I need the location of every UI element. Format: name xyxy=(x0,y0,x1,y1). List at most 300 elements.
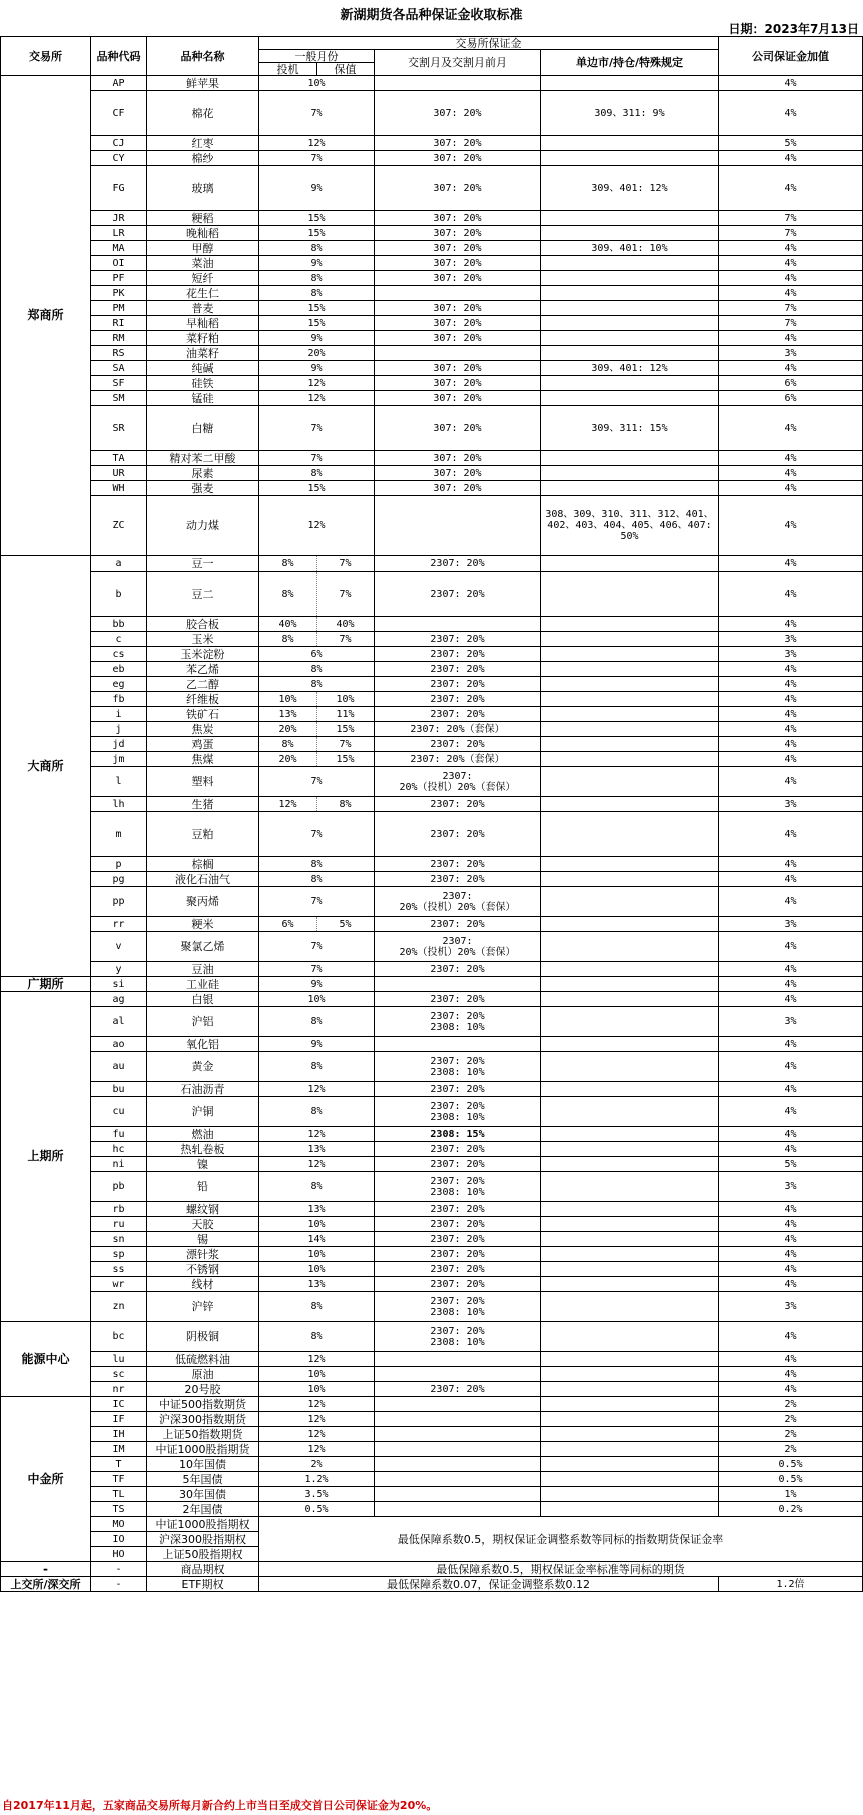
company-add-cell: 4% xyxy=(719,496,863,556)
name-cell: 液化石油气 xyxy=(147,872,259,887)
general-margin-cell: 7% xyxy=(259,887,375,917)
general-margin-cell: 7% xyxy=(259,932,375,962)
code-cell: RI xyxy=(91,316,147,331)
name-cell: 生猪 xyxy=(147,797,259,812)
table-row xyxy=(1,391,863,406)
name-cell: 粳稻 xyxy=(147,211,259,226)
delivery-margin-cell xyxy=(375,1412,541,1427)
special-rule-cell xyxy=(541,977,719,992)
company-add-cell: 7% xyxy=(719,301,863,316)
header-unilateral: 单边市/持仓/特殊规定 xyxy=(541,50,719,76)
code-cell: ru xyxy=(91,1217,147,1232)
special-rule-cell xyxy=(541,1172,719,1202)
delivery-margin-cell: 2307: 20%（套保） xyxy=(375,722,541,737)
general-margin-cell: 15% xyxy=(259,211,375,226)
company-add-cell: 4% xyxy=(719,707,863,722)
table-row xyxy=(1,1037,863,1052)
name-cell: 精对苯二甲酸 xyxy=(147,451,259,466)
name-cell: 10年国债 xyxy=(147,1457,259,1472)
code-cell: PM xyxy=(91,301,147,316)
general-margin-cell: 8% xyxy=(259,662,375,677)
company-add-cell: 4% xyxy=(719,992,863,1007)
table-row xyxy=(1,1442,863,1457)
code-cell: CF xyxy=(91,91,147,136)
company-add-cell: 2% xyxy=(719,1412,863,1427)
hedge-margin-cell: 7% xyxy=(317,572,375,617)
name-cell: 聚丙烯 xyxy=(147,887,259,917)
code-cell: IF xyxy=(91,1412,147,1427)
delivery-margin-cell: 2307: 20% xyxy=(375,1232,541,1247)
code-cell: CJ xyxy=(91,136,147,151)
company-add-cell: 4% xyxy=(719,331,863,346)
speculation-margin-cell: 13% xyxy=(259,707,317,722)
company-add-cell: 4% xyxy=(719,76,863,91)
general-margin-cell: 15% xyxy=(259,226,375,241)
table-row xyxy=(1,632,863,647)
table-row xyxy=(1,466,863,481)
delivery-margin-cell xyxy=(375,977,541,992)
hedge-margin-cell: 15% xyxy=(317,752,375,767)
code-cell: rb xyxy=(91,1202,147,1217)
general-margin-cell: 12% xyxy=(259,1352,375,1367)
table-row xyxy=(1,1382,863,1397)
code-cell: - xyxy=(91,1562,147,1577)
general-margin-cell: 10% xyxy=(259,1262,375,1277)
table-row xyxy=(1,1457,863,1472)
table-row xyxy=(1,707,863,722)
table-row xyxy=(1,496,863,556)
company-add-cell: 2% xyxy=(719,1442,863,1457)
code-cell: SM xyxy=(91,391,147,406)
table-row xyxy=(1,1577,863,1592)
table-row xyxy=(1,992,863,1007)
special-rule-cell xyxy=(541,451,719,466)
special-rule-cell xyxy=(541,151,719,166)
table-row xyxy=(1,166,863,211)
special-rule-cell xyxy=(541,1367,719,1382)
code-cell: bu xyxy=(91,1082,147,1097)
company-add-cell: 4% xyxy=(719,286,863,301)
table-row xyxy=(1,857,863,872)
special-rule-cell xyxy=(541,211,719,226)
delivery-margin-cell: 2307: 20% 2308: 10% xyxy=(375,1322,541,1352)
special-rule-cell xyxy=(541,1292,719,1322)
code-cell: CY xyxy=(91,151,147,166)
special-rule-cell xyxy=(541,992,719,1007)
special-rule-cell xyxy=(541,1262,719,1277)
delivery-margin-cell: 2307: 20% xyxy=(375,556,541,572)
hedge-margin-cell: 40% xyxy=(317,617,375,632)
code-cell: sp xyxy=(91,1247,147,1262)
general-margin-cell: 13% xyxy=(259,1142,375,1157)
name-cell: 沪铜 xyxy=(147,1097,259,1127)
name-cell: 花生仁 xyxy=(147,286,259,301)
table-row xyxy=(1,1127,863,1142)
general-margin-cell: 7% xyxy=(259,812,375,857)
company-add-cell: 4% xyxy=(719,556,863,572)
name-cell: 上证50指数期货 xyxy=(147,1427,259,1442)
delivery-margin-cell: 2307: 20% 2308: 10% xyxy=(375,1097,541,1127)
code-cell: v xyxy=(91,932,147,962)
code-cell: SF xyxy=(91,376,147,391)
special-rule-cell xyxy=(541,797,719,812)
general-margin-cell: 7% xyxy=(259,91,375,136)
special-rule-cell xyxy=(541,271,719,286)
delivery-margin-cell: 307: 20% xyxy=(375,466,541,481)
code-cell: pg xyxy=(91,872,147,887)
general-margin-cell: 8% xyxy=(259,466,375,481)
general-margin-cell: 9% xyxy=(259,361,375,376)
company-add-cell: 4% xyxy=(719,481,863,496)
company-add-cell: 4% xyxy=(719,1382,863,1397)
name-cell: 螺纹钢 xyxy=(147,1202,259,1217)
delivery-margin-cell xyxy=(375,1352,541,1367)
general-margin-cell: 12% xyxy=(259,1157,375,1172)
name-cell: 石油沥青 xyxy=(147,1082,259,1097)
name-cell: 白银 xyxy=(147,992,259,1007)
name-cell: 黄金 xyxy=(147,1052,259,1082)
special-rule-cell: 309、401: 12% xyxy=(541,166,719,211)
header-name: 品种名称 xyxy=(147,37,259,76)
company-add-cell: 4% xyxy=(719,677,863,692)
name-cell: 阴极铜 xyxy=(147,1322,259,1352)
code-cell: p xyxy=(91,857,147,872)
name-cell: 聚氯乙烯 xyxy=(147,932,259,962)
name-cell: 油菜籽 xyxy=(147,346,259,361)
general-margin-cell: 8% xyxy=(259,1172,375,1202)
general-margin-cell: 10% xyxy=(259,1247,375,1262)
code-cell: fb xyxy=(91,692,147,707)
special-rule-cell xyxy=(541,1202,719,1217)
company-add-cell: 4% xyxy=(719,977,863,992)
code-cell: i xyxy=(91,707,147,722)
company-add-cell: 4% xyxy=(719,617,863,632)
header-code: 品种代码 xyxy=(91,37,147,76)
special-rule-cell xyxy=(541,917,719,932)
company-add-cell: 4% xyxy=(719,241,863,256)
code-cell: sn xyxy=(91,1232,147,1247)
delivery-margin-cell: 2307: 20% xyxy=(375,1262,541,1277)
table-row xyxy=(1,752,863,767)
code-cell: pb xyxy=(91,1172,147,1202)
name-cell: 玉米 xyxy=(147,632,259,647)
code-cell: a xyxy=(91,556,147,572)
company-add-cell: 3% xyxy=(719,1292,863,1322)
special-rule-cell: 308、309、310、311、312、401、402、403、404、405、406、407: 50% xyxy=(541,496,719,556)
special-rule-cell xyxy=(541,286,719,301)
general-margin-cell: 8% xyxy=(259,677,375,692)
code-cell: T xyxy=(91,1457,147,1472)
company-add-cell: 4% xyxy=(719,151,863,166)
delivery-margin-cell: 2307: 20% xyxy=(375,962,541,977)
delivery-margin-cell: 2307: 20% xyxy=(375,1217,541,1232)
delivery-margin-cell xyxy=(375,76,541,91)
company-add-cell: 4% xyxy=(719,1367,863,1382)
table-row xyxy=(1,887,863,917)
speculation-margin-cell: 20% xyxy=(259,722,317,737)
special-rule-cell xyxy=(541,376,719,391)
table-row xyxy=(1,962,863,977)
code-cell: zn xyxy=(91,1292,147,1322)
code-cell: j xyxy=(91,722,147,737)
general-margin-cell: 10% xyxy=(259,992,375,1007)
name-cell: 沪深300指数期货 xyxy=(147,1412,259,1427)
company-add-cell: 4% xyxy=(719,1097,863,1127)
table-row xyxy=(1,286,863,301)
table-row xyxy=(1,1562,863,1577)
name-cell: 白糖 xyxy=(147,406,259,451)
code-cell: TL xyxy=(91,1487,147,1502)
name-cell: 2年国债 xyxy=(147,1502,259,1517)
table-row xyxy=(1,76,863,91)
general-margin-cell: 13% xyxy=(259,1202,375,1217)
company-add-cell: 7% xyxy=(719,211,863,226)
delivery-margin-cell xyxy=(375,1457,541,1472)
table-row xyxy=(1,481,863,496)
code-cell: IO xyxy=(91,1532,147,1547)
company-add-cell: 4% xyxy=(719,91,863,136)
delivery-margin-cell: 2307: 20%（投机）20%（套保） xyxy=(375,767,541,797)
company-add-cell: 1% xyxy=(719,1487,863,1502)
name-cell: 强麦 xyxy=(147,481,259,496)
special-rule-cell xyxy=(541,1487,719,1502)
code-cell: jd xyxy=(91,737,147,752)
table-row xyxy=(1,797,863,812)
special-rule-cell xyxy=(541,1352,719,1367)
general-margin-cell: 7% xyxy=(259,451,375,466)
special-rule-cell xyxy=(541,1322,719,1352)
name-cell: 早籼稻 xyxy=(147,316,259,331)
special-rule-cell xyxy=(541,962,719,977)
special-rule-cell xyxy=(541,136,719,151)
exchange-cell-zce: 郑商所 xyxy=(1,76,91,556)
table-row xyxy=(1,1202,863,1217)
header-company-add: 公司保证金加值 xyxy=(719,37,863,76)
code-cell: lh xyxy=(91,797,147,812)
special-rule-cell xyxy=(541,1052,719,1082)
company-add-cell: 4% xyxy=(719,166,863,211)
hedge-margin-cell: 5% xyxy=(317,917,375,932)
table-row xyxy=(1,556,863,572)
general-margin-cell: 12% xyxy=(259,136,375,151)
company-add-cell: 4% xyxy=(719,256,863,271)
code-cell: SA xyxy=(91,361,147,376)
header-exchange-margin: 交易所保证金 xyxy=(259,37,719,50)
name-cell: 中证1000股指期权 xyxy=(147,1517,259,1532)
table-row xyxy=(1,1367,863,1382)
header-general-month: 一般月份 xyxy=(259,50,375,63)
general-margin-cell: 10% xyxy=(259,1382,375,1397)
company-add-cell: 4% xyxy=(719,932,863,962)
company-add-cell: 4% xyxy=(719,451,863,466)
code-cell: hc xyxy=(91,1142,147,1157)
delivery-margin-cell: 307: 20% xyxy=(375,226,541,241)
table-row xyxy=(1,1157,863,1172)
table-row xyxy=(1,722,863,737)
company-add-cell: 0.2% xyxy=(719,1502,863,1517)
company-add-cell: 4% xyxy=(719,722,863,737)
etf-option-note: 最低保障系数0.07，保证金调整系数0.12 xyxy=(259,1577,719,1592)
name-cell: 焦煤 xyxy=(147,752,259,767)
delivery-margin-cell: 307: 20% xyxy=(375,151,541,166)
code-cell: TA xyxy=(91,451,147,466)
company-add-cell: 3% xyxy=(719,632,863,647)
company-add-cell: 4% xyxy=(719,752,863,767)
special-rule-cell xyxy=(541,466,719,481)
code-cell: AP xyxy=(91,76,147,91)
company-add-cell: 7% xyxy=(719,226,863,241)
delivery-margin-cell: 2307: 20% xyxy=(375,707,541,722)
table-row xyxy=(1,376,863,391)
delivery-margin-cell xyxy=(375,1442,541,1457)
code-cell: eb xyxy=(91,662,147,677)
table-row xyxy=(1,1397,863,1412)
code-cell: b xyxy=(91,572,147,617)
name-cell: 甲醇 xyxy=(147,241,259,256)
name-cell: 塑料 xyxy=(147,767,259,797)
speculation-margin-cell: 20% xyxy=(259,752,317,767)
name-cell: 焦炭 xyxy=(147,722,259,737)
company-add-cell: 4% xyxy=(719,361,863,376)
name-cell: 菜油 xyxy=(147,256,259,271)
delivery-margin-cell: 307: 20% xyxy=(375,331,541,346)
table-row xyxy=(1,977,863,992)
table-row xyxy=(1,1082,863,1097)
code-cell: nr xyxy=(91,1382,147,1397)
table-row xyxy=(1,1007,863,1037)
code-cell: TS xyxy=(91,1502,147,1517)
name-cell: ETF期权 xyxy=(147,1577,259,1592)
general-margin-cell: 8% xyxy=(259,271,375,286)
delivery-margin-cell xyxy=(375,1502,541,1517)
general-margin-cell: 12% xyxy=(259,1412,375,1427)
special-rule-cell xyxy=(541,1442,719,1457)
special-rule-cell xyxy=(541,1082,719,1097)
name-cell: 棉纱 xyxy=(147,151,259,166)
special-rule-cell xyxy=(541,767,719,797)
general-margin-cell: 12% xyxy=(259,1427,375,1442)
table-row xyxy=(1,316,863,331)
special-rule-cell xyxy=(541,331,719,346)
table-row xyxy=(1,647,863,662)
name-cell: 原油 xyxy=(147,1367,259,1382)
name-cell: 晚籼稻 xyxy=(147,226,259,241)
general-margin-cell: 2% xyxy=(259,1457,375,1472)
table-row xyxy=(1,1352,863,1367)
general-margin-cell: 7% xyxy=(259,151,375,166)
general-margin-cell: 6% xyxy=(259,647,375,662)
special-rule-cell xyxy=(541,707,719,722)
name-cell: 胶合板 xyxy=(147,617,259,632)
exchange-cell-shfe: 上期所 xyxy=(1,992,91,1322)
delivery-margin-cell: 307: 20% xyxy=(375,451,541,466)
special-rule-cell xyxy=(541,301,719,316)
company-add-cell: 4% xyxy=(719,1217,863,1232)
table-row xyxy=(1,1262,863,1277)
general-margin-cell: 13% xyxy=(259,1277,375,1292)
delivery-margin-cell xyxy=(375,1472,541,1487)
general-margin-cell: 12% xyxy=(259,1442,375,1457)
code-cell: IC xyxy=(91,1397,147,1412)
date-label: 日期：2023年7月13日 xyxy=(728,22,859,36)
special-rule-cell xyxy=(541,572,719,617)
special-rule-cell xyxy=(541,76,719,91)
name-cell: 红枣 xyxy=(147,136,259,151)
special-rule-cell xyxy=(541,1382,719,1397)
exchange-cell-ine: 能源中心 xyxy=(1,1322,91,1397)
delivery-margin-cell: 2307: 20% xyxy=(375,1202,541,1217)
name-cell: 玻璃 xyxy=(147,166,259,211)
exchange-cell-sse: 上交所/深交所 xyxy=(1,1577,91,1592)
special-rule-cell xyxy=(541,316,719,331)
name-cell: 铅 xyxy=(147,1172,259,1202)
special-rule-cell xyxy=(541,887,719,917)
special-rule-cell xyxy=(541,812,719,857)
delivery-margin-cell xyxy=(375,346,541,361)
name-cell: 中证500指数期货 xyxy=(147,1397,259,1412)
table-row xyxy=(1,406,863,451)
name-cell: 豆油 xyxy=(147,962,259,977)
code-cell: ag xyxy=(91,992,147,1007)
special-rule-cell xyxy=(541,677,719,692)
special-rule-cell xyxy=(541,647,719,662)
name-cell: 沪深300股指期权 xyxy=(147,1532,259,1547)
code-cell: au xyxy=(91,1052,147,1082)
code-cell: ZC xyxy=(91,496,147,556)
table-row xyxy=(1,451,863,466)
delivery-margin-cell: 2307: 20% xyxy=(375,812,541,857)
company-add-cell: 4% xyxy=(719,1202,863,1217)
company-add-cell: 3% xyxy=(719,647,863,662)
company-add-cell: 3% xyxy=(719,1007,863,1037)
delivery-margin-cell: 307: 20% xyxy=(375,406,541,451)
general-margin-cell: 12% xyxy=(259,1082,375,1097)
general-margin-cell: 1.2% xyxy=(259,1472,375,1487)
general-margin-cell: 10% xyxy=(259,1367,375,1382)
page-title: 新湖期货各品种保证金收取标准 xyxy=(340,8,523,23)
delivery-margin-cell: 307: 20% xyxy=(375,391,541,406)
speculation-margin-cell: 10% xyxy=(259,692,317,707)
delivery-margin-cell: 2307: 20% xyxy=(375,737,541,752)
special-rule-cell xyxy=(541,1142,719,1157)
name-cell: 氧化铝 xyxy=(147,1037,259,1052)
code-cell: PF xyxy=(91,271,147,286)
code-cell: - xyxy=(91,1577,147,1592)
table-row xyxy=(1,361,863,376)
hedge-margin-cell: 7% xyxy=(317,632,375,647)
company-add-cell: 2% xyxy=(719,1427,863,1442)
header-exchange: 交易所 xyxy=(1,37,91,76)
table-row xyxy=(1,737,863,752)
margin-table xyxy=(0,36,863,1592)
special-rule-cell xyxy=(541,1097,719,1127)
code-cell: UR xyxy=(91,466,147,481)
special-rule-cell xyxy=(541,391,719,406)
name-cell: 菜籽粕 xyxy=(147,331,259,346)
code-cell: IH xyxy=(91,1427,147,1442)
delivery-margin-cell: 2307: 20% xyxy=(375,1082,541,1097)
table-row xyxy=(1,1277,863,1292)
table-row xyxy=(1,572,863,617)
general-margin-cell: 0.5% xyxy=(259,1502,375,1517)
code-cell: cu xyxy=(91,1097,147,1127)
company-add-cell: 4% xyxy=(719,1262,863,1277)
delivery-margin-cell: 307: 20% xyxy=(375,91,541,136)
name-cell: 不锈钢 xyxy=(147,1262,259,1277)
hedge-margin-cell: 8% xyxy=(317,797,375,812)
code-cell: cs xyxy=(91,647,147,662)
general-margin-cell: 7% xyxy=(259,406,375,451)
